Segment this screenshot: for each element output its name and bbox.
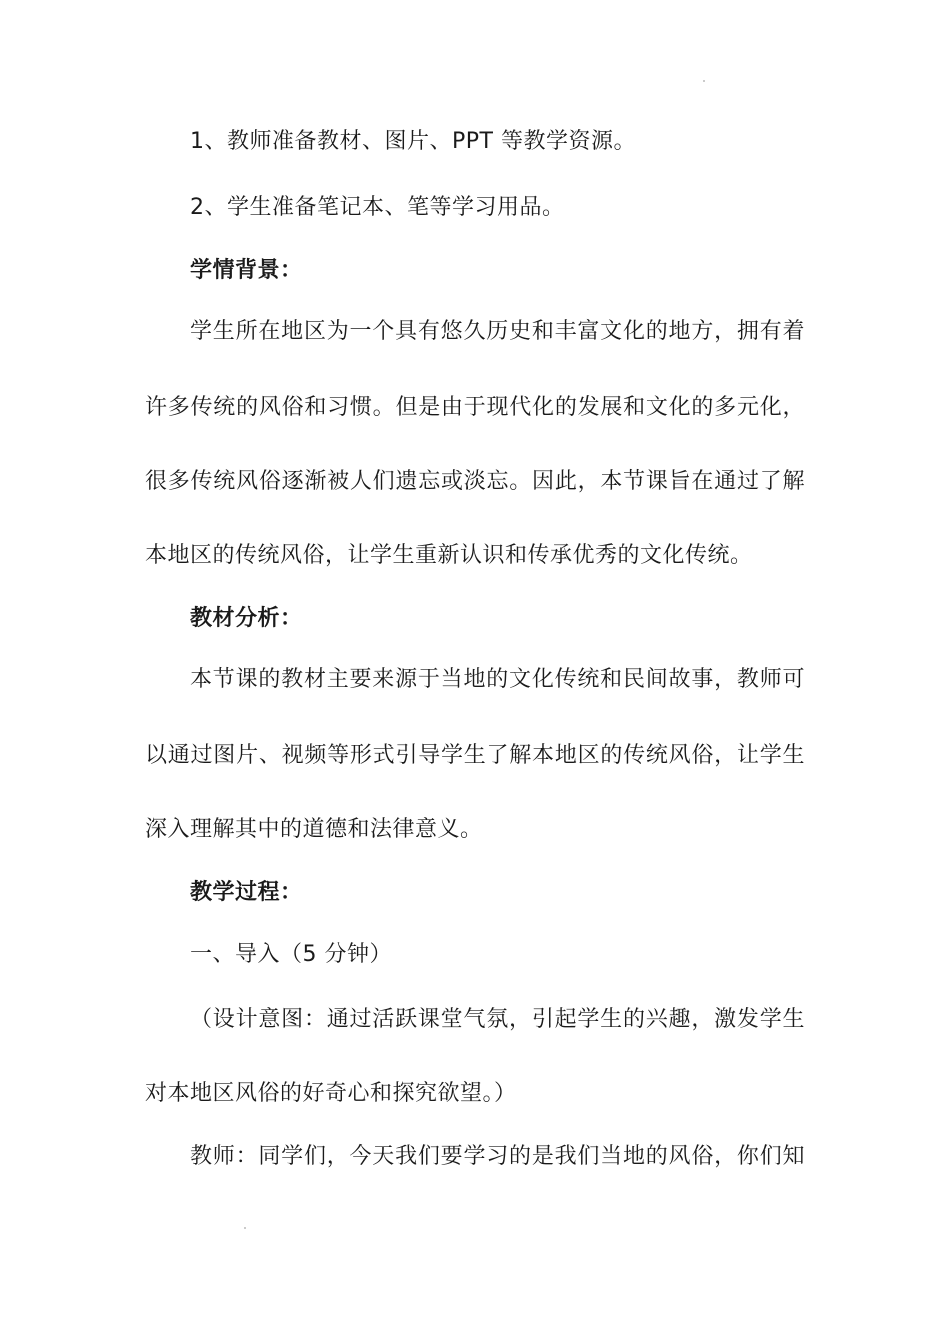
section-heading-background: 学情背景： <box>190 258 303 283</box>
materials-line-1: 本节课的教材主要来源于当地的文化传统和民间故事，教师可 <box>190 667 805 692</box>
design-intent-line-1: （设计意图：通过活跃课堂气氛，引起学生的兴趣，激发学生 <box>190 1007 805 1032</box>
prep-item-1: 1、教师准备教材、图片、PPT 等教学资源。 <box>190 129 636 154</box>
corner-mark-bottom <box>244 1227 246 1229</box>
corner-mark-top <box>703 80 705 82</box>
background-line-4: 本地区的传统风俗，让学生重新认识和传承优秀的文化传统。 <box>145 543 753 568</box>
materials-line-3: 深入理解其中的道德和法律意义。 <box>145 817 483 842</box>
section-heading-process: 教学过程： <box>190 880 303 905</box>
teacher-dialogue-line-1: 教师：同学们，今天我们要学习的是我们当地的风俗，你们知 <box>190 1144 805 1169</box>
prep-item-2: 2、学生准备笔记本、笔等学习用品。 <box>190 195 565 220</box>
design-intent-line-2: 对本地区风俗的好奇心和探究欲望。） <box>145 1081 517 1106</box>
materials-line-2: 以通过图片、视频等形式引导学生了解本地区的传统风俗，让学生 <box>145 743 805 768</box>
process-intro-title: 一、导入（5 分钟） <box>190 942 392 967</box>
section-heading-materials: 教材分析： <box>190 606 303 631</box>
background-line-3: 很多传统风俗逐渐被人们遗忘或淡忘。因此，本节课旨在通过了解 <box>145 469 805 494</box>
background-line-2: 许多传统的风俗和习惯。但是由于现代化的发展和文化的多元化， <box>145 395 805 420</box>
background-line-1: 学生所在地区为一个具有悠久历史和丰富文化的地方，拥有着 <box>190 319 805 344</box>
